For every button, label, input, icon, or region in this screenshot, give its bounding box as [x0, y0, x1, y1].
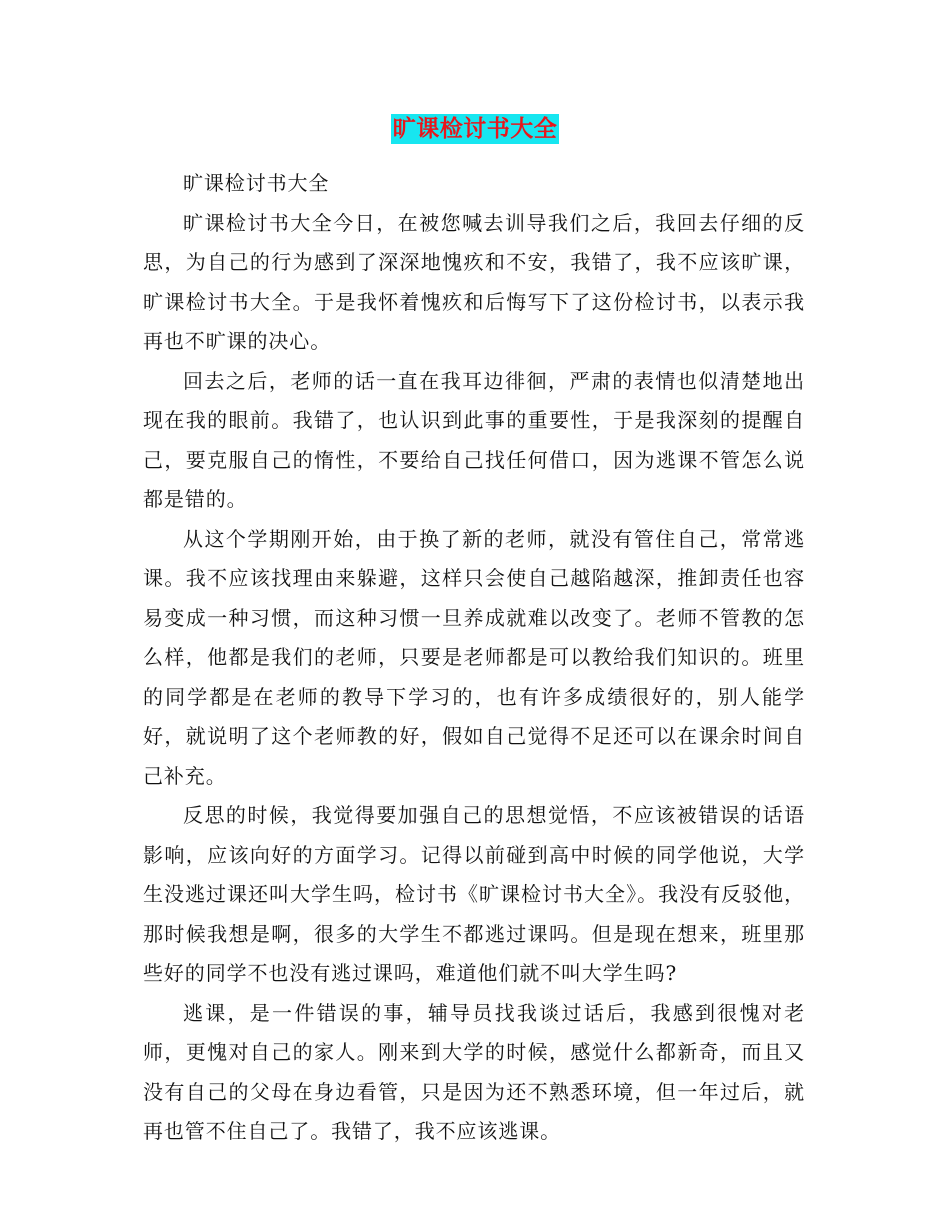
document-subtitle: 旷课检讨书大全: [183, 171, 330, 195]
paragraph-3: 从这个学期刚开始，由于换了新的老师，就没有管住自己，常常逃课。我不应该找理由来躲避，这样只会使自己越陷越深，推卸责任也容易变成一种习惯，而这种习惯一旦养成就难以改变了。老师不管教的怎么样，他都是我们的老师，只要是老师都是可以教给我们知识的。班里的同学都是在老师的教导下学习的，也有许多成绩很好的，别人能学好，就说明了这个老师教的好，假如自己觉得不足还可以在课余时间自己补充。: [143, 526, 805, 788]
paragraph-2: 回去之后，老师的话一直在我耳边徘徊，严肃的表情也似清楚地出现在我的眼前。我错了，也认识到此事的重要性，于是我深刻的提醒自己，要克服自己的惰性，不要给自己找任何借口，因为逃课不管怎么说都是错的。: [143, 368, 805, 511]
document-title: 旷课检讨书大全: [392, 116, 558, 142]
paragraph-4: 反思的时候，我觉得要加强自己的思想觉悟，不应该被错误的话语影响，应该向好的方面学习。记得以前碰到高中时候的同学他说，大学生没逃过课还叫大学生吗，检讨书《旷课检讨书大全》。我没有反驳他，那时候我想是啊，很多的大学生不都逃过课吗。但是现在想来，班里那些好的同学不也没有逃过课吗，难道他们就不叫大学生吗?: [143, 803, 805, 985]
paragraph-5: 逃课，是一件错误的事，辅导员找我谈过话后，我感到很愧对老师，更愧对自己的家人。刚来到大学的时候，感觉什么都新奇，而且又没有自己的父母在身边看管，只是因为还不熟悉环境，但一年过后，就再也管不住自己了。我错了，我不应该逃课。: [143, 1000, 805, 1143]
title-container: [0, 114, 950, 144]
document-body: [143, 164, 805, 1152]
paragraph-1: 旷课检讨书大全今日，在被您喊去训导我们之后，我回去仔细的反思，为自己的行为感到了深深地愧疚和不安，我错了，我不应该旷课，旷课检讨书大全。于是我怀着愧疚和后悔写下了这份检讨书，以表示我再也不旷课的决心。: [143, 210, 805, 353]
